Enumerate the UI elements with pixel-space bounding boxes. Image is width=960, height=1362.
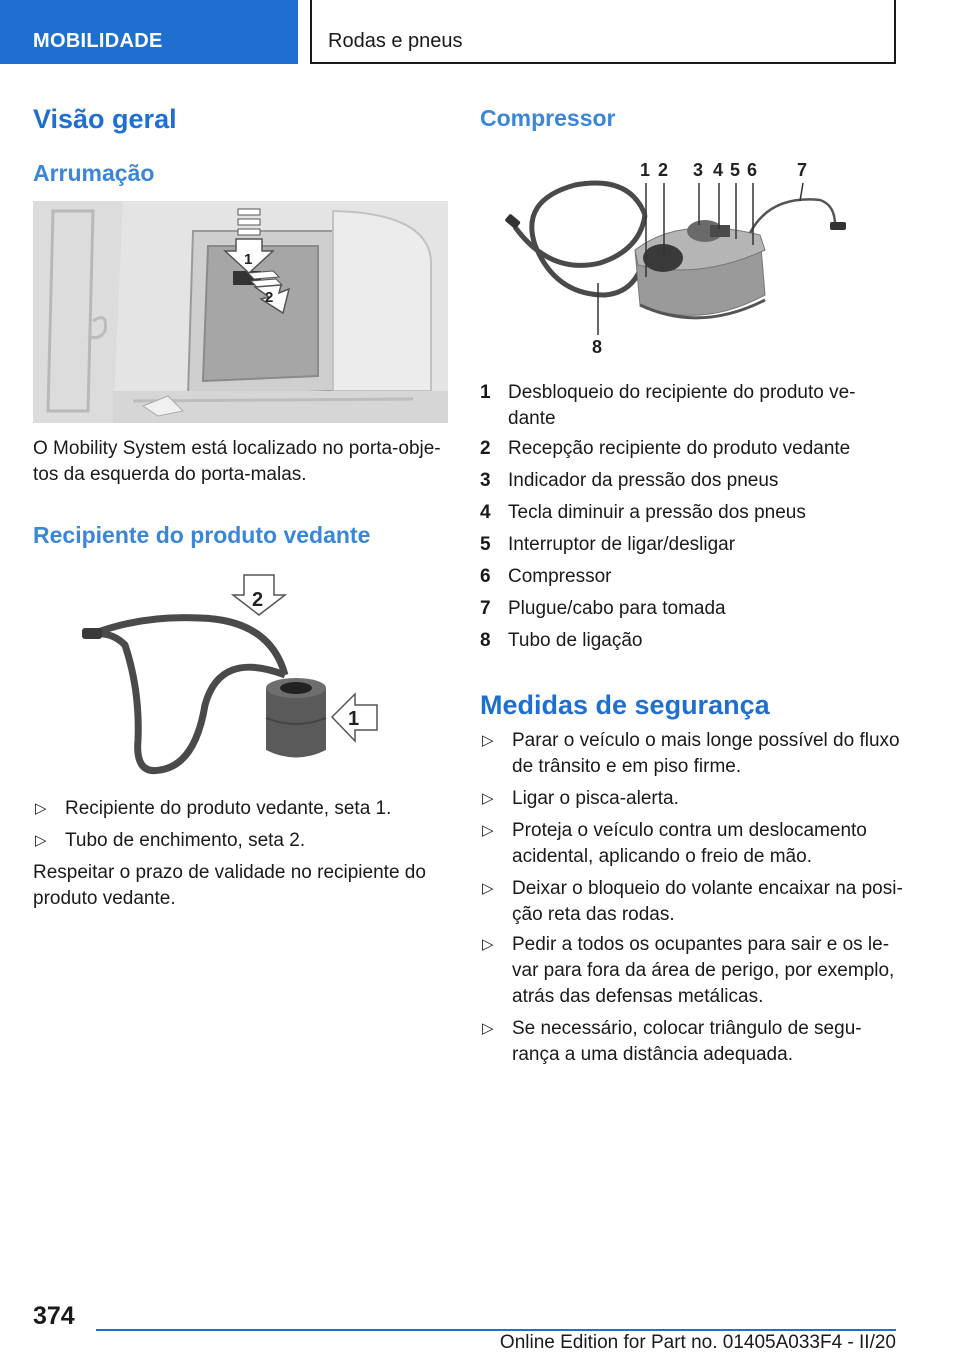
compressor-callout-5: 5 bbox=[730, 160, 741, 180]
item-number: 1 bbox=[480, 382, 491, 403]
sealant-heading: Recipiente do produto vedante bbox=[33, 522, 371, 548]
bullet-marker: ▷ bbox=[35, 832, 47, 849]
item-text: Desbloqueio do recipiente do produto ve- bbox=[508, 382, 856, 403]
compressor-callout-2: 2 bbox=[658, 160, 669, 180]
item-text: Compressor bbox=[508, 566, 612, 587]
storage-arrow-1-label: 1 bbox=[244, 251, 253, 268]
list-item bbox=[480, 564, 611, 590]
list-item bbox=[33, 796, 391, 822]
item-number: 7 bbox=[480, 598, 491, 619]
item-text: Tecla diminuir a pressão dos pneus bbox=[508, 502, 806, 523]
storage-arrow-2-label: 2 bbox=[265, 289, 274, 306]
list-item bbox=[480, 818, 867, 870]
item-text: Interruptor de ligar/desligar bbox=[508, 534, 736, 555]
header-chapter: Rodas e pneus bbox=[310, 0, 896, 64]
sealant-container-figure bbox=[80, 570, 385, 780]
bullet-text: rança a uma distância adequada. bbox=[512, 1044, 793, 1065]
sealant-arrow-1-label: 1 bbox=[348, 708, 360, 730]
compressor-figure bbox=[480, 155, 860, 360]
bullet-marker: ▷ bbox=[482, 1020, 494, 1037]
bullet-text: Recipiente do produto vedante, seta 1. bbox=[65, 798, 392, 819]
item-text: dante bbox=[508, 408, 556, 429]
bullet-text: de trânsito e em piso firme. bbox=[512, 756, 742, 777]
item-text: Recepção recipiente do produto vedante bbox=[508, 438, 851, 459]
header-section: MOBILIDADE bbox=[0, 0, 298, 64]
item-number: 8 bbox=[480, 630, 491, 651]
item-number: 5 bbox=[480, 534, 491, 555]
item-number: 4 bbox=[480, 502, 491, 523]
item-number: 6 bbox=[480, 566, 491, 587]
compressor-callout-7: 7 bbox=[797, 160, 808, 180]
item-text: Tubo de ligação bbox=[508, 630, 643, 651]
list-item bbox=[480, 1016, 862, 1068]
compressor-callout-1: 1 bbox=[640, 160, 651, 180]
list-item bbox=[480, 436, 850, 462]
bullet-text: Tubo de enchimento, seta 2. bbox=[65, 830, 306, 851]
bullet-marker: ▷ bbox=[482, 732, 494, 749]
note-line-1: Respeitar o prazo de validade no recipiente do bbox=[33, 862, 426, 883]
list-item bbox=[480, 932, 894, 1010]
bullet-marker: ▷ bbox=[482, 880, 494, 897]
compressor-callout-4: 4 bbox=[713, 160, 724, 180]
trunk-storage-figure bbox=[33, 201, 448, 423]
bullet-text: Pedir a todos os ocupantes para sair e os le- bbox=[512, 934, 890, 955]
bullet-text: atrás das defensas metálicas. bbox=[512, 986, 764, 1007]
bullet-text: Deixar o bloqueio do volante encaixar na posi- bbox=[512, 878, 903, 899]
storage-text-line-2: tos da esquerda do porta-malas. bbox=[33, 464, 307, 485]
compressor-callout-8: 8 bbox=[592, 337, 603, 357]
sealant-arrow-2-label: 2 bbox=[252, 589, 264, 611]
list-item bbox=[480, 876, 903, 928]
safety-heading: Medidas de segurança bbox=[480, 690, 770, 720]
note-line-2: produto vedante. bbox=[33, 888, 176, 909]
bullet-marker: ▷ bbox=[482, 936, 494, 953]
bullet-text: ção reta das rodas. bbox=[512, 904, 675, 925]
list-item bbox=[480, 728, 900, 780]
storage-text-line-1: O Mobility System está localizado no porta-obje- bbox=[33, 438, 441, 459]
bullet-text: Se necessário, colocar triângulo de segu- bbox=[512, 1018, 862, 1039]
compressor-heading: Compressor bbox=[480, 105, 616, 131]
page-number: 374 bbox=[33, 1302, 75, 1330]
list-item bbox=[480, 596, 726, 622]
storage-heading: Arrumação bbox=[33, 160, 155, 186]
compressor-callout-3: 3 bbox=[693, 160, 704, 180]
bullet-text: var para fora da área de perigo, por exemplo, bbox=[512, 960, 895, 981]
compressor-callout-6: 6 bbox=[747, 160, 758, 180]
list-item bbox=[480, 468, 778, 494]
edition-text: Online Edition for Part no. 01405A033F4 - II/20 bbox=[499, 1332, 896, 1353]
list-item bbox=[480, 628, 643, 654]
bullet-text: Proteja o veículo contra um deslocamento bbox=[512, 820, 867, 841]
bullet-marker: ▷ bbox=[482, 822, 494, 839]
list-item bbox=[480, 500, 806, 526]
bullet-text: Parar o veículo o mais longe possível do fluxo bbox=[512, 730, 900, 751]
footer-divider bbox=[96, 1329, 896, 1331]
item-number: 2 bbox=[480, 438, 491, 459]
bullet-marker: ▷ bbox=[482, 790, 494, 807]
list-item bbox=[480, 532, 735, 558]
bullet-marker: ▷ bbox=[35, 800, 47, 817]
item-number: 3 bbox=[480, 470, 491, 491]
item-text: Plugue/cabo para tomada bbox=[508, 598, 726, 619]
page-title: Visão geral bbox=[33, 104, 177, 134]
bullet-text: acidental, aplicando o freio de mão. bbox=[512, 846, 812, 867]
list-item bbox=[33, 828, 305, 854]
bullet-text: Ligar o pisca-alerta. bbox=[512, 788, 679, 809]
list-item bbox=[480, 380, 856, 432]
item-text: Indicador da pressão dos pneus bbox=[508, 470, 779, 491]
list-item bbox=[480, 786, 679, 812]
